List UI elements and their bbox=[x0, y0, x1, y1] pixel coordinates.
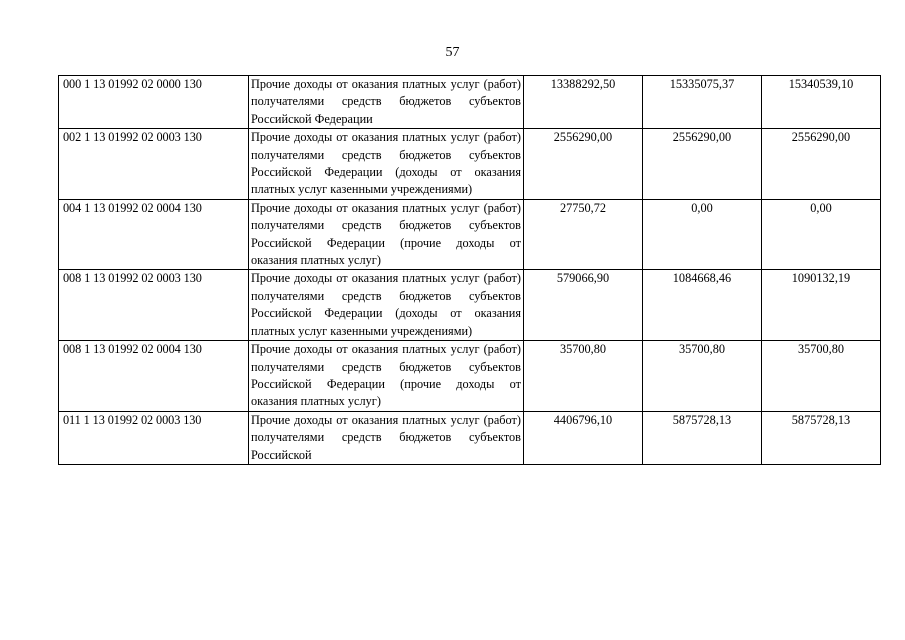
budget-code-cell: 008 1 13 01992 02 0004 130 bbox=[59, 341, 249, 412]
budget-code-cell: 000 1 13 01992 02 0000 130 bbox=[59, 76, 249, 129]
description-text: Прочие доходы от оказания платных услуг (работ) получателями средств бюджетов субъектов Российской Федерации bbox=[251, 77, 521, 126]
value-cell-year1: 4406796,10 bbox=[524, 411, 643, 464]
value-cell-year3: 35700,80 bbox=[762, 341, 881, 412]
description-text: Прочие доходы от оказания платных услуг (работ) получателями средств бюджетов субъектов Российской Федерации (доходы от оказания платных услуг казенными учреждениями) bbox=[251, 130, 521, 197]
description-cell bbox=[249, 199, 524, 270]
budget-code-cell: 002 1 13 01992 02 0003 130 bbox=[59, 129, 249, 200]
budget-code-cell: 004 1 13 01992 02 0004 130 bbox=[59, 199, 249, 270]
table-row bbox=[59, 199, 881, 270]
value-cell-year2: 0,00 bbox=[643, 199, 762, 270]
value-cell-year2: 5875728,13 bbox=[643, 411, 762, 464]
table-row bbox=[59, 270, 881, 341]
value-cell-year3: 2556290,00 bbox=[762, 129, 881, 200]
description-cell bbox=[249, 270, 524, 341]
revenue-table bbox=[58, 75, 881, 465]
table-row bbox=[59, 129, 881, 200]
value-cell-year1: 27750,72 bbox=[524, 199, 643, 270]
budget-code-cell: 008 1 13 01992 02 0003 130 bbox=[59, 270, 249, 341]
description-text: Прочие доходы от оказания платных услуг (работ) получателями средств бюджетов субъектов Российской Федерации (доходы от оказания платных услуг казенными учреждениями) bbox=[251, 271, 521, 338]
description-text: Прочие доходы от оказания платных услуг (работ) получателями средств бюджетов субъектов Российской bbox=[251, 412, 521, 462]
value-cell-year1: 2556290,00 bbox=[524, 129, 643, 200]
value-cell-year2: 2556290,00 bbox=[643, 129, 762, 200]
value-cell-year1: 35700,80 bbox=[524, 341, 643, 412]
value-cell-year1: 13388292,50 bbox=[524, 76, 643, 129]
budget-code-cell: 011 1 13 01992 02 0003 130 bbox=[59, 411, 249, 464]
description-cell bbox=[249, 129, 524, 200]
value-cell-year2: 1084668,46 bbox=[643, 270, 762, 341]
description-cell bbox=[249, 341, 524, 412]
value-cell-year2: 35700,80 bbox=[643, 341, 762, 412]
description-cell bbox=[249, 76, 524, 129]
table-row bbox=[59, 341, 881, 412]
value-cell-year2: 15335075,37 bbox=[643, 76, 762, 129]
value-cell-year3: 1090132,19 bbox=[762, 270, 881, 341]
description-text: Прочие доходы от оказания платных услуг (работ) получателями средств бюджетов субъектов Российской Федерации (прочие доходы от оказания платных услуг) bbox=[251, 342, 521, 409]
description-text: Прочие доходы от оказания платных услуг (работ) получателями средств бюджетов субъектов Российской Федерации (прочие доходы от оказания платных услуг) bbox=[251, 200, 521, 268]
value-cell-year3: 0,00 bbox=[762, 199, 881, 270]
value-cell-year1: 579066,90 bbox=[524, 270, 643, 341]
value-cell-year3: 15340539,10 bbox=[762, 76, 881, 129]
value-cell-year3: 5875728,13 bbox=[762, 411, 881, 464]
page-number: 57 bbox=[445, 45, 460, 60]
table-row bbox=[59, 76, 881, 129]
description-cell bbox=[249, 411, 524, 464]
table-row bbox=[59, 411, 881, 464]
